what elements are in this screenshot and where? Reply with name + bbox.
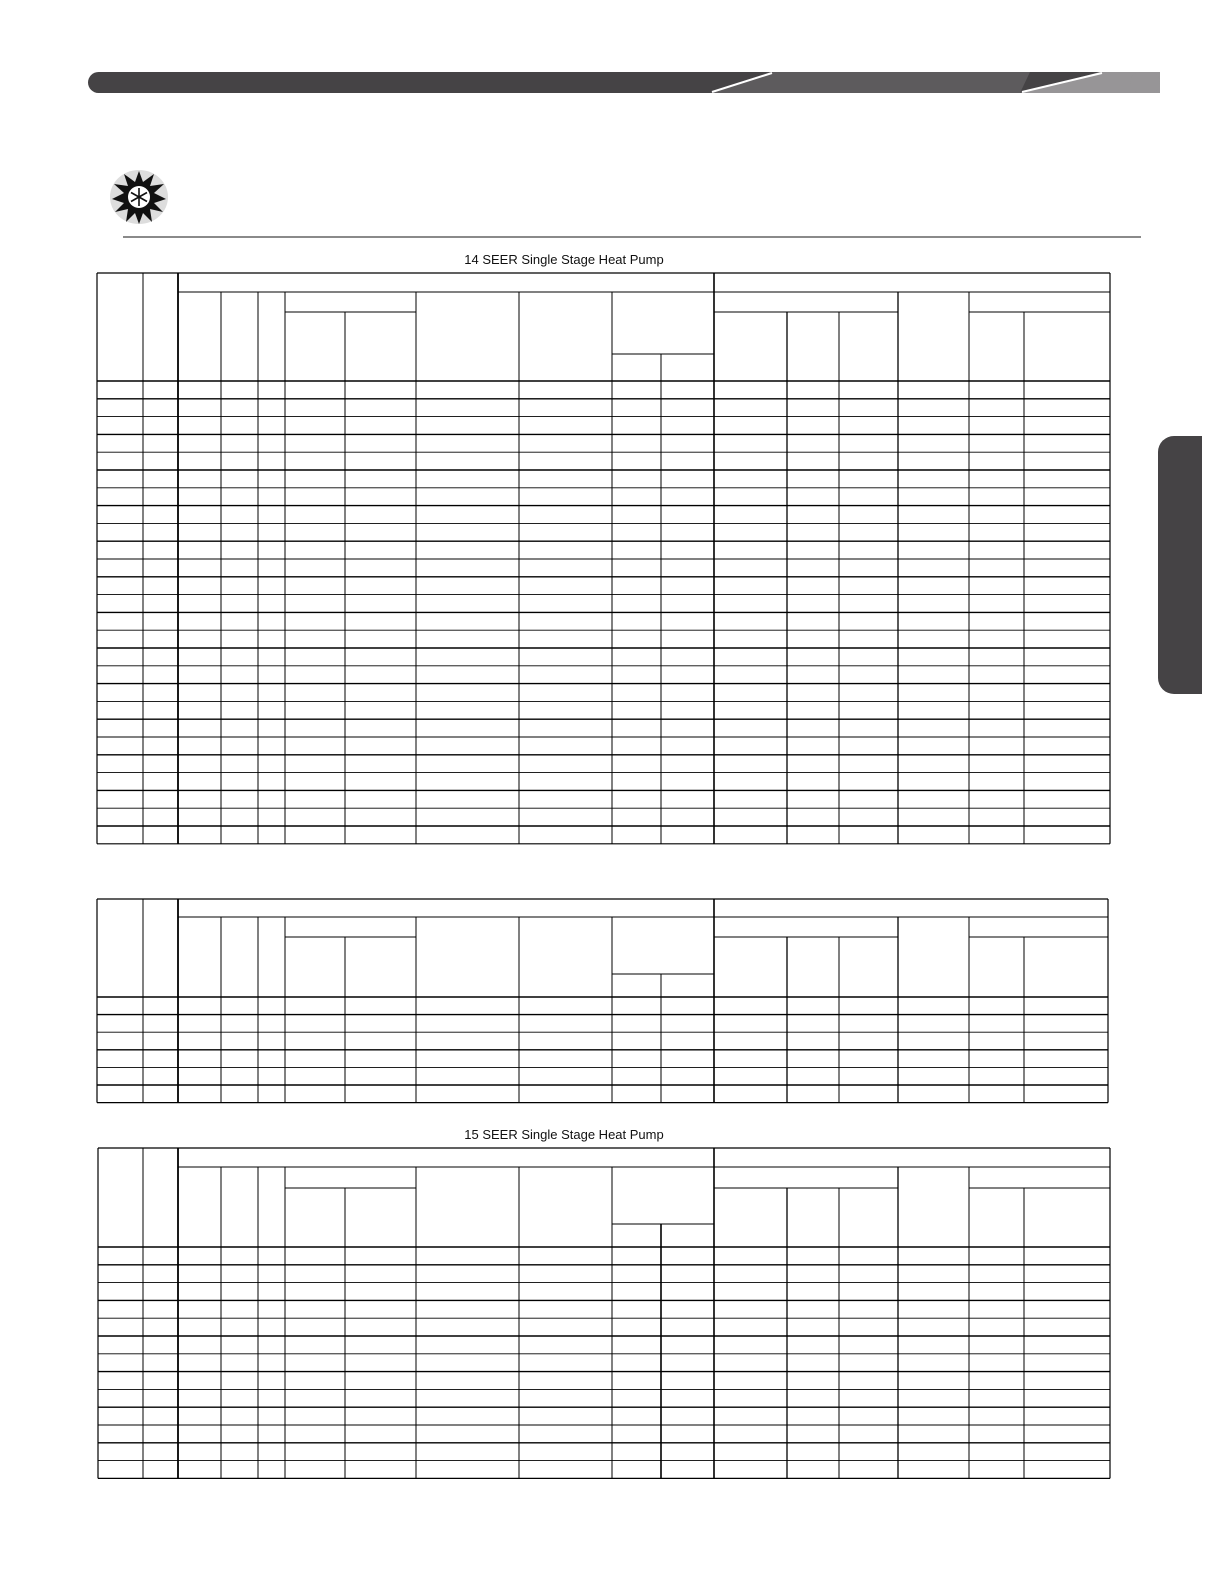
table-title-14-seer: 14 SEER Single Stage Heat Pump (464, 252, 664, 267)
table-title-15-seer: 15 SEER Single Stage Heat Pump (464, 1127, 664, 1142)
